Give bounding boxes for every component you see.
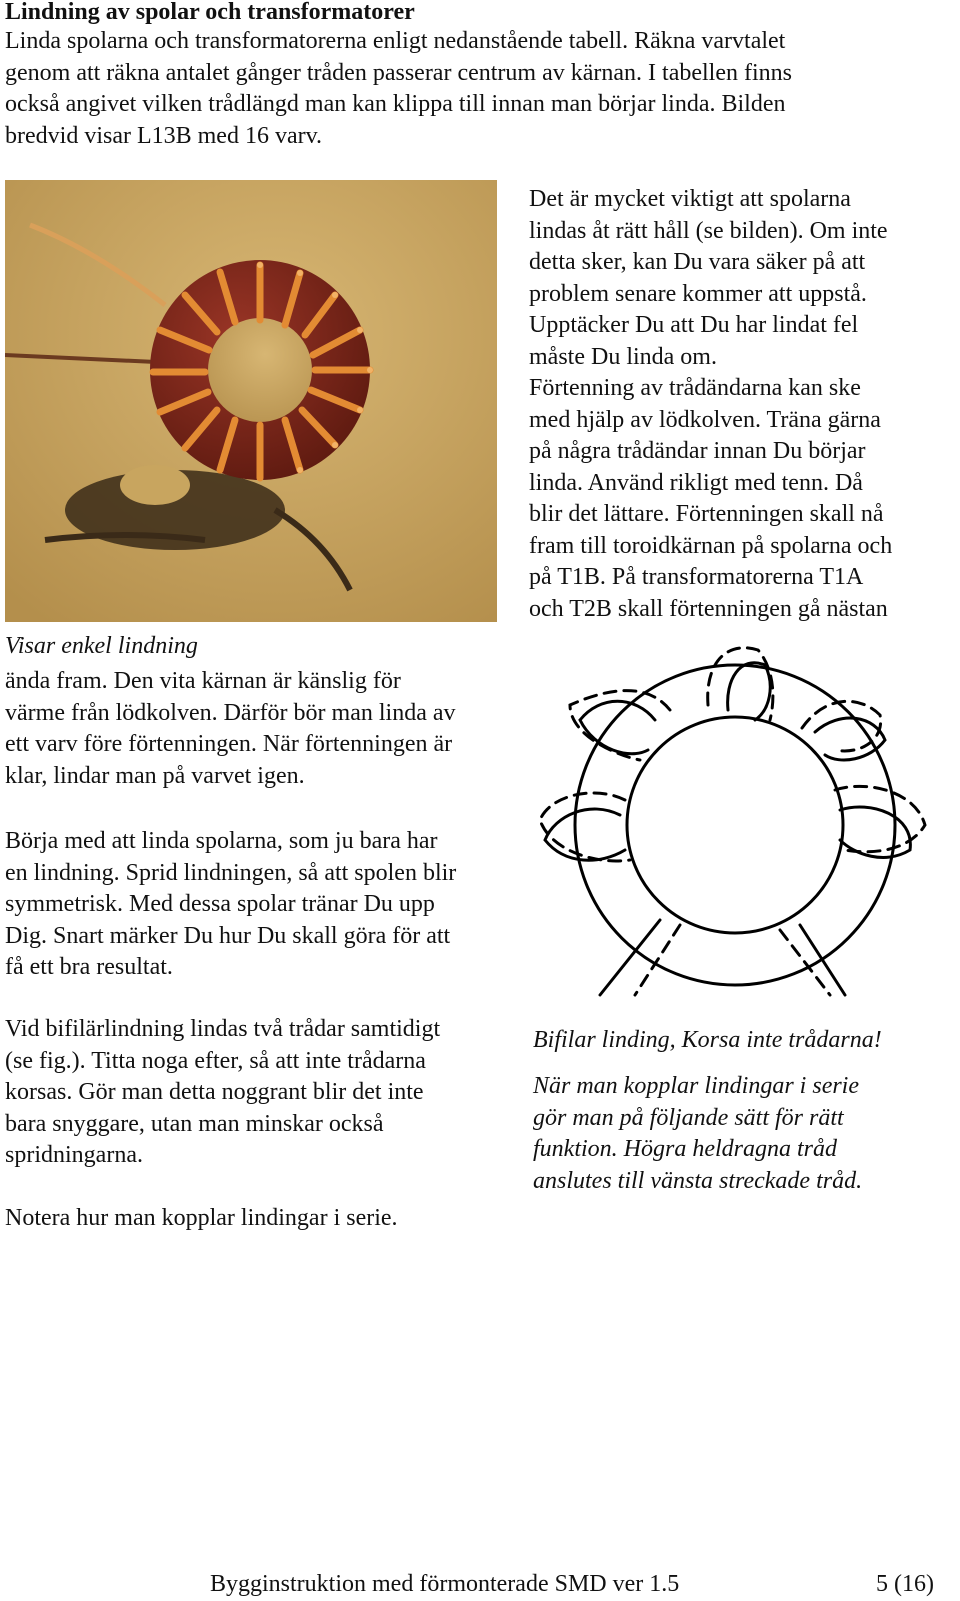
series-note: Notera hur man kopplar lindingar i serie.: [5, 1205, 398, 1231]
text-line: detta sker, kan Du vara säker på att: [529, 249, 866, 275]
intro-line: också angivet vilken trådlängd man kan klippa till innan man börjar linda. Bilden: [5, 91, 786, 117]
text-line: fram till toroidkärnan på spolarna och: [529, 532, 893, 559]
toroid-photo-image: [5, 180, 497, 622]
bifilar-diagram-drawing: [540, 640, 940, 1010]
text-line: lindas åt rätt håll (se bilden). Om inte: [529, 217, 888, 244]
intro-paragraph: [5, 26, 935, 152]
text-line: Förtenning av trådändarna kan ske: [529, 375, 861, 401]
text-line: måste Du linda om.: [529, 343, 717, 370]
text-line: (se fig.). Titta noga efter, så att inte trådarna: [5, 1047, 426, 1074]
text-line: anslutes till vänsta streckade tråd.: [533, 1167, 863, 1194]
bifilar-diagram: [540, 640, 940, 1010]
text-line: klar, lindar man på varvet igen.: [5, 762, 305, 789]
photo-caption: Visar enkel lindning: [5, 633, 198, 659]
intro-line: Linda spolarna och transformatorerna enligt nedanstående tabell. Räkna varvtalet: [5, 28, 786, 54]
left-continuation-paragraph: [5, 666, 525, 792]
text-line: Det är mycket viktigt att spolarna: [529, 186, 851, 212]
text-line: en lindning. Sprid lindningen, så att spolen blir: [5, 859, 457, 886]
text-line: gör man på följande sätt för rätt: [533, 1104, 844, 1131]
page-heading: Lindning av spolar och transformatorer: [5, 0, 415, 25]
diagram-caption: Bifilar linding, Korsa inte trådarna!: [533, 1027, 882, 1053]
text-line: Vid bifilärlindning lindas två trådar samtidigt: [5, 1016, 441, 1042]
intro-line: bredvid visar L13B med 16 varv.: [5, 122, 323, 149]
text-line: blir det lättare. Förtenningen skall nå: [529, 501, 884, 527]
text-line: Dig. Snart märker Du hur Du skall göra för att: [5, 922, 451, 949]
text-line: Börja med att linda spolarna, som ju bara har: [5, 828, 438, 854]
page-number: 5 (16): [876, 1571, 934, 1597]
footer-title: Bygginstruktion med förmonterade SMD ver 1.5: [210, 1571, 680, 1597]
text-line: med hjälp av lödkolven. Träna gärna: [529, 406, 881, 433]
text-line: funktion. Högra heldragna tråd: [533, 1136, 837, 1162]
text-line: ända fram. Den vita kärnan är känslig för: [5, 668, 401, 694]
right-column-paragraph: [529, 184, 949, 625]
text-line: När man kopplar lindingar i serie: [533, 1073, 860, 1099]
text-line: på några trådändar innan Du börjar: [529, 438, 866, 464]
text-line: och T2B skall förtenningen gå nästan: [529, 595, 888, 622]
text-line: symmetrisk. Med dessa spolar tränar Du upp: [5, 891, 435, 917]
diagram-note: [533, 1071, 953, 1197]
bifilar-paragraph: [5, 1014, 525, 1172]
text-line: bara snyggare, utan man minskar också: [5, 1110, 384, 1137]
text-line: Upptäcker Du att Du har lindat fel: [529, 312, 859, 338]
text-line: problem senare kommer att uppstå.: [529, 280, 867, 307]
winding-coils-paragraph: [5, 826, 525, 984]
text-line: värme från lödkolven. Därför bör man linda av: [5, 699, 456, 726]
text-line: få ett bra resultat.: [5, 954, 173, 980]
text-line: på T1B. På transformatorerna T1A: [529, 564, 864, 590]
intro-line: genom att räkna antalet gånger tråden passerar centrum av kärnan. I tabellen finns: [5, 59, 792, 86]
toroid-photo: [5, 180, 497, 622]
text-line: spridningarna.: [5, 1142, 143, 1168]
text-line: ett varv före förtenningen. När förtenningen är: [5, 731, 453, 757]
text-line: linda. Använd rikligt med tenn. Då: [529, 469, 863, 496]
text-line: korsas. Gör man detta noggrant blir det inte: [5, 1079, 424, 1105]
